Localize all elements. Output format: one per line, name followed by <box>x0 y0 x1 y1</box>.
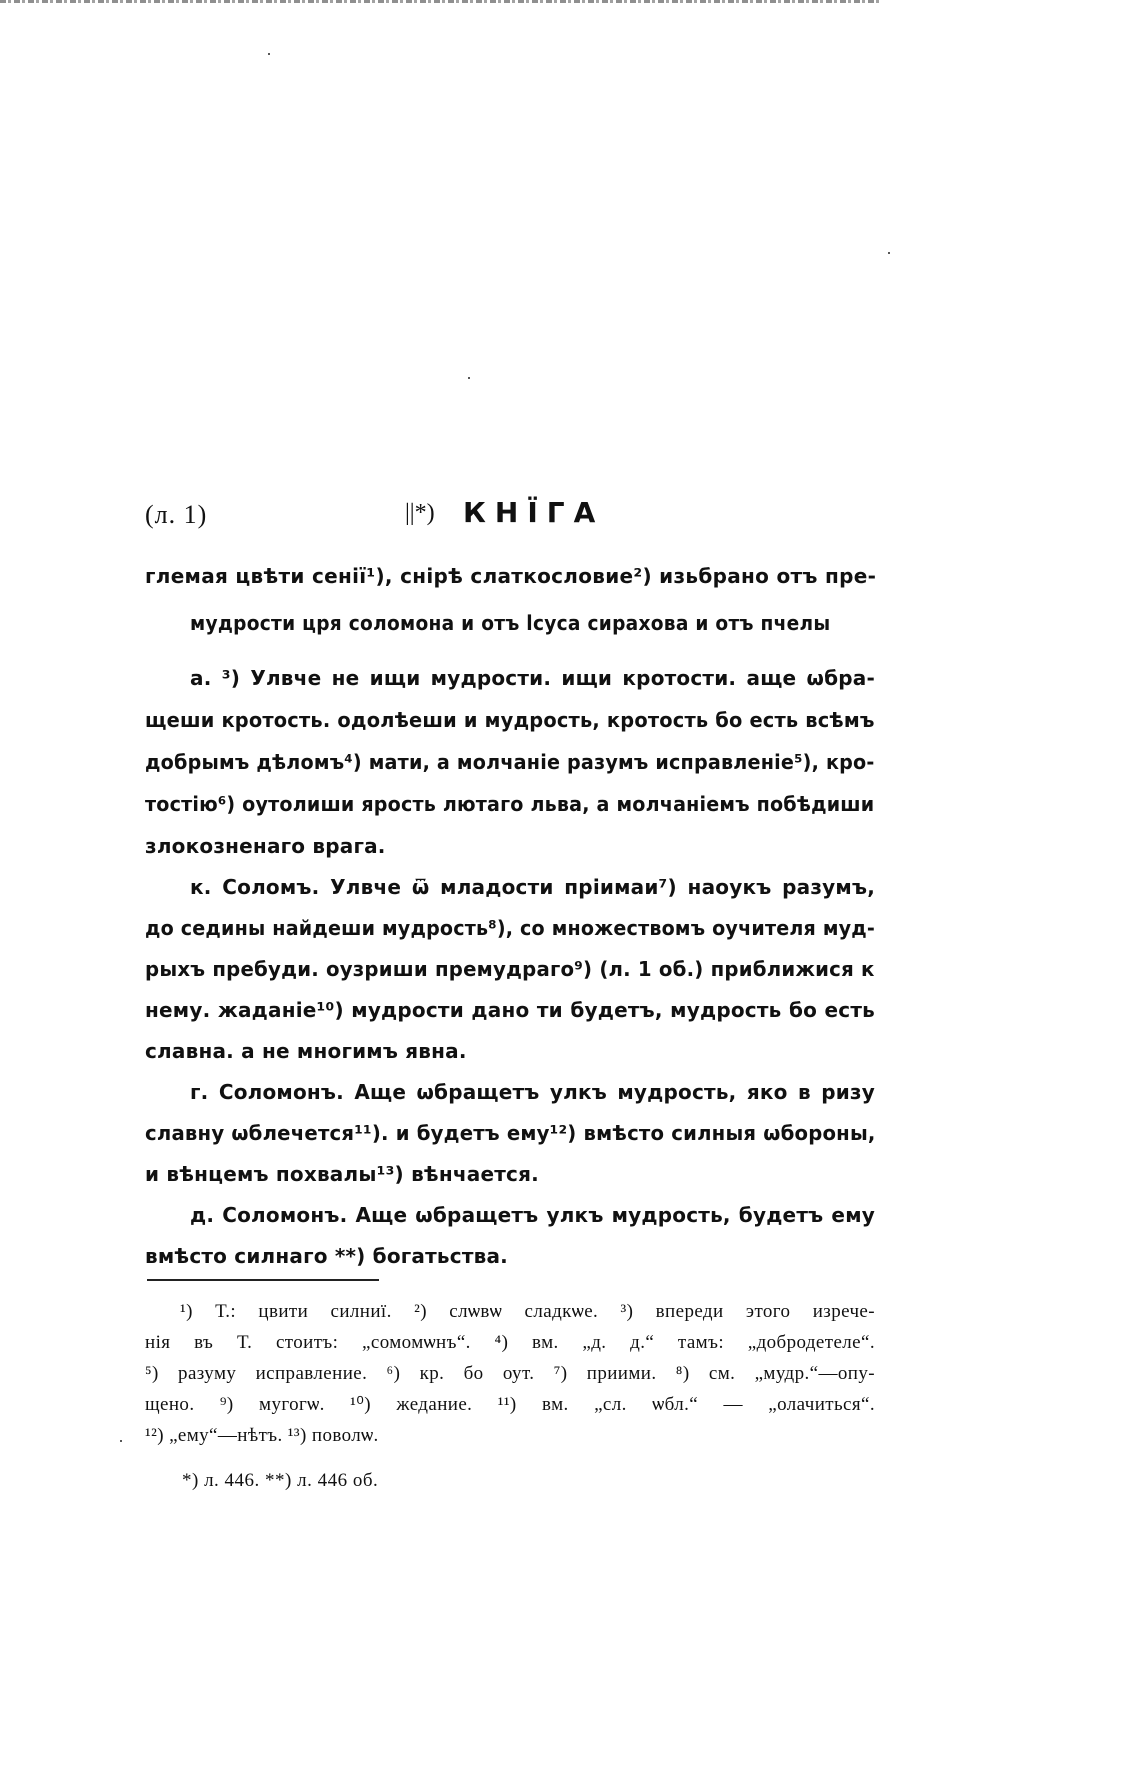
footnote-rule <box>147 1279 379 1281</box>
text-line: щеши кротость. одолѣеши и мудрость, кротость бо есть всѣмъ <box>145 708 875 732</box>
footnote-line: ⁵) разуму исправление. ⁶) кр. бо оут. ⁷) приими. ⁸) см. „мудр.“—опу- <box>145 1363 875 1384</box>
text-line: вмѣсто силнаго **) богатьства. <box>145 1244 508 1268</box>
subtitle-line: глемая цвѣти сенiї¹), снiрѣ слаткословие²) изьбрано отъ пре- <box>145 564 877 588</box>
text-line: г. Соломонъ. Аще ѡбращетъ улкъ мудрость, яко в ризу <box>190 1080 875 1104</box>
text-line: славна. а не многимъ явна. <box>145 1039 467 1063</box>
footnote-line: щено. ⁹) мугогѡ. ¹⁰) жедание. ¹¹) вм. „сл. ѡбл.“ — „олачиться“. <box>145 1394 875 1415</box>
page-header <box>145 494 625 538</box>
scan-speck <box>888 252 890 254</box>
footnote-line: ¹) Т.: цвити силниї. ²) слѡвѡ сладкѡе. ³) впереди этого изрече- <box>180 1301 875 1322</box>
text-line: рыхъ пребуди. оузриши премудраго⁹) (л. 1 об.) приближися к <box>145 957 875 981</box>
source-marker: ||*) <box>405 500 435 526</box>
text-line: нему. жаданiе¹⁰) мудрости дано ти будетъ, мудрость бо есть <box>145 998 875 1022</box>
text-line: до седины найдеши мудрость⁸), со множествомъ оучителя муд- <box>145 916 876 940</box>
scan-speck <box>268 53 270 55</box>
footnote-line: ¹²) „ему“—нѣтъ. ¹³) поволѡ. <box>145 1425 379 1446</box>
folio-number: (л. 1) <box>145 500 208 529</box>
text-line: а. ³) Улвче не ищи мудрости. ищи кротости. аще ѡбра- <box>190 666 875 690</box>
text-line: славну ѡблечется¹¹). и будетъ ему¹²) вмѣсто силныя ѡбороны, <box>145 1121 876 1145</box>
text-line: к. Соломъ. Улвче ѿ младости прiимаи⁷) наоукъ разумъ, <box>190 875 875 899</box>
text-line: и вѣнцемъ похвалы¹³) вѣнчается. <box>145 1162 539 1186</box>
book-title: КНЇГА <box>463 496 605 529</box>
scan-speck <box>120 1440 122 1442</box>
text-line: тостiю⁶) оутолиши ярость лютаго льва, а молчанiемъ побѣдиши <box>145 792 875 816</box>
text-line: добрымъ дѣломъ⁴) мати, а молчанiе разумъ исправленiе⁵), кро- <box>145 750 875 774</box>
manuscript-source-note: *) л. 446. **) л. 446 об. <box>182 1470 379 1491</box>
text-line: злокозненаго врага. <box>145 834 386 858</box>
text-line: д. Соломонъ. Аще ѡбращетъ улкъ мудрость, будетъ ему <box>190 1203 875 1227</box>
subtitle-line: мудрости цря соломона и отъ ӏсуса сирахова и отъ пчелы <box>190 611 831 635</box>
scan-speck <box>468 377 470 379</box>
scan-top-edge <box>0 0 880 3</box>
footnote-line: нiя въ Т. стоитъ: „сомомѡнъ“. ⁴) вм. „д. д.“ тамъ: „добродетеле“. <box>145 1332 875 1353</box>
